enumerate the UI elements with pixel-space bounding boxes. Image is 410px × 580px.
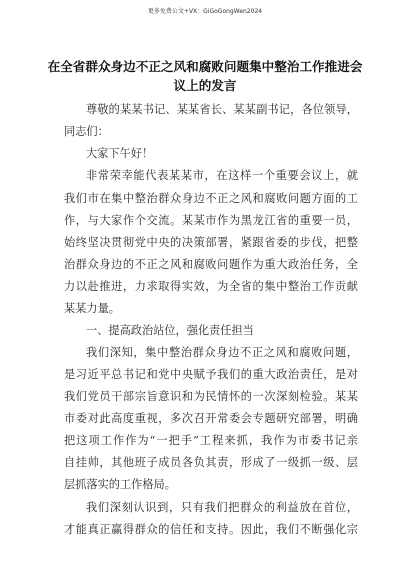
document-title-line-1: 在全省群众身边不正之风和腐败问题集中整治工作推进会 [47,59,363,74]
body-line: 我们市在集中整治群众身边不正之风和腐败问题方面的工 [64,192,358,205]
body-line: 治群众身边的不正之风和腐败问题作为重大政治任务，全 [64,258,358,271]
body-line: 是习近平总书记和党中央赋予我们的重大政治责任，是对 [64,368,358,381]
body-line: 自挂帅，其他班子成员各负其责，形成了一级抓一级、层 [64,456,358,469]
page-header: 更多免费公文+VX：GiGoGongWen2024 [147,8,263,15]
body-line: 层抓落实的工作格局。 [64,478,176,491]
body-line: 作，与大家作个交流。某某市作为黑龙江省的重要一员， [64,214,358,227]
body-line: 把这项工作作为“一把手”工程来抓，我作为市委书记亲 [64,434,358,447]
document-title-line-2: 议上的发言 [173,78,237,93]
body-line: 某某力量。 [64,302,120,315]
body-line: 我们深知，集中整治群众身边不正之风和腐败问题， [86,346,358,359]
body-line: 市委对此高度重视，多次召开常委会专题研究部署，明确 [64,412,358,425]
body-line: 我们深刻认识到，只有我们把群众的利益放在首位， [86,501,358,514]
salutation-line: 尊敬的某某书记、某某省长、某某副书记，各位领导， [86,103,358,116]
body-line: 我们党员干部宗旨意识和为民情怀的一次深刻检验。某某 [64,390,358,403]
body-line: 才能真正赢得群众的信任和支持。因此，我们不断强化宗 [64,523,358,536]
salutation-line: 同志们： [64,125,109,138]
body-line: 力以赴推进，力求取得实效，为全省的集中整治工作贡献 [64,280,358,293]
section-heading: 一、提高政治站位，强化责任担当 [86,324,254,337]
body-line: 始终坚决贯彻党中央的决策部署，紧跟省委的步伐，把整 [64,236,358,249]
greeting-line: 大家下午好！ [86,147,154,160]
body-line: 非常荣幸能代表某某市，在这样一个重要会议上，就 [86,169,358,182]
